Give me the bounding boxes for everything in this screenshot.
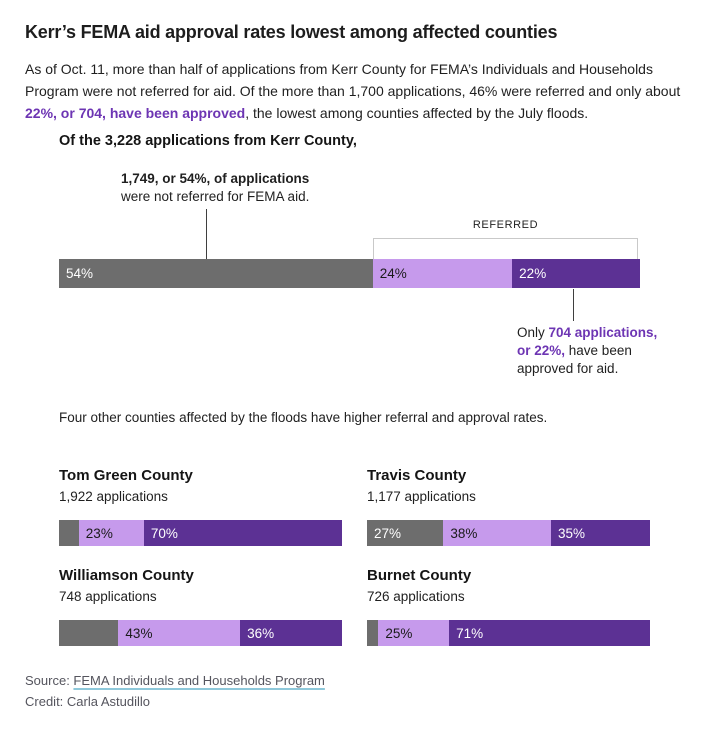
source-prefix: Source:	[25, 673, 74, 688]
page-title: Kerr’s FEMA aid approval rates lowest among affected counties	[25, 22, 558, 43]
referred-label: REFERRED	[472, 219, 539, 231]
segment-approved	[144, 520, 342, 546]
segment-referred	[118, 620, 240, 646]
county-card-burnet	[367, 567, 650, 646]
segment-value-label: 43%	[125, 625, 153, 641]
kerr-segment-approved	[512, 259, 640, 288]
segment-value-label: 27%	[374, 525, 402, 541]
county-applications: 1,922 applications	[59, 489, 168, 504]
county-stacked-bar	[367, 520, 650, 546]
segment-referred	[443, 520, 551, 546]
approved-annotation	[517, 324, 672, 378]
kerr-segment-referred	[373, 259, 512, 288]
source-link[interactable]: FEMA Individuals and Households Program	[73, 673, 325, 688]
approved-annotation-highlight: 704 applications, or 22%,	[517, 325, 658, 358]
intro-paragraph	[25, 58, 693, 124]
annotation-connector-line-top	[206, 209, 207, 259]
county-applications: 748 applications	[59, 589, 157, 604]
county-card-tom-green	[59, 467, 342, 546]
segment-not-referred	[59, 520, 79, 546]
referred-bracket	[373, 238, 638, 259]
segment-value-label: 38%	[450, 525, 478, 541]
segment-referred	[378, 620, 449, 646]
county-card-williamson	[59, 567, 342, 646]
annotation-connector-line-bottom	[573, 289, 574, 321]
county-name: Williamson County	[59, 567, 194, 584]
segment-value-label: 25%	[385, 625, 413, 641]
segment-value-label: 36%	[247, 625, 275, 641]
segment-value-label: 22%	[519, 266, 547, 281]
county-name: Travis County	[367, 467, 467, 484]
county-applications: 726 applications	[367, 589, 465, 604]
kerr-chart-heading: Of the 3,228 applications from Kerr County,	[59, 133, 357, 149]
not-referred-annotation-bold: 1,749, or 54%, of applications	[121, 171, 310, 186]
not-referred-annotation	[121, 170, 351, 206]
county-stacked-bar	[59, 620, 342, 646]
approved-annotation-before: Only	[517, 325, 549, 340]
county-stacked-bar	[367, 620, 650, 646]
segment-value-label: 71%	[456, 625, 484, 641]
segment-not-referred	[367, 620, 378, 646]
segment-approved	[551, 520, 650, 546]
county-name: Burnet County	[367, 567, 472, 584]
segment-value-label: 24%	[379, 266, 407, 281]
segment-approved	[240, 620, 342, 646]
segment-not-referred	[59, 620, 118, 646]
segment-not-referred	[367, 520, 443, 546]
intro-highlight: 22%, or 704, have been approved	[25, 105, 246, 121]
intro-text-before: As of Oct. 11, more than half of applications from Kerr County for FEMA’s Individuals and Households Program were not referred for aid. Of the more than 1,700 applications, 46% were referred and only about	[25, 61, 681, 99]
segment-value-label: 70%	[150, 525, 178, 541]
county-stacked-bar	[59, 520, 342, 546]
county-applications: 1,177 applications	[367, 489, 476, 504]
county-name: Tom Green County	[59, 467, 193, 484]
segment-approved	[449, 620, 650, 646]
segment-value-label: 35%	[557, 525, 585, 541]
kerr-segment-not-referred	[59, 259, 373, 288]
segment-referred	[79, 520, 144, 546]
other-counties-note: Four other counties affected by the floods have higher referral and approval rates.	[59, 410, 548, 425]
source-line	[25, 670, 525, 691]
not-referred-annotation-rest: were not referred for FEMA aid.	[121, 189, 310, 204]
county-card-travis	[367, 467, 650, 546]
intro-text-after: , the lowest among counties affected by the July floods.	[245, 105, 589, 121]
kerr-stacked-bar	[59, 259, 640, 288]
credit-line: Credit: Carla Astudillo	[25, 694, 150, 709]
segment-value-label: 23%	[85, 525, 113, 541]
footer	[25, 670, 525, 712]
segment-value-label: 54%	[66, 266, 94, 281]
approved-annotation-after: have been approved for aid.	[517, 343, 632, 376]
